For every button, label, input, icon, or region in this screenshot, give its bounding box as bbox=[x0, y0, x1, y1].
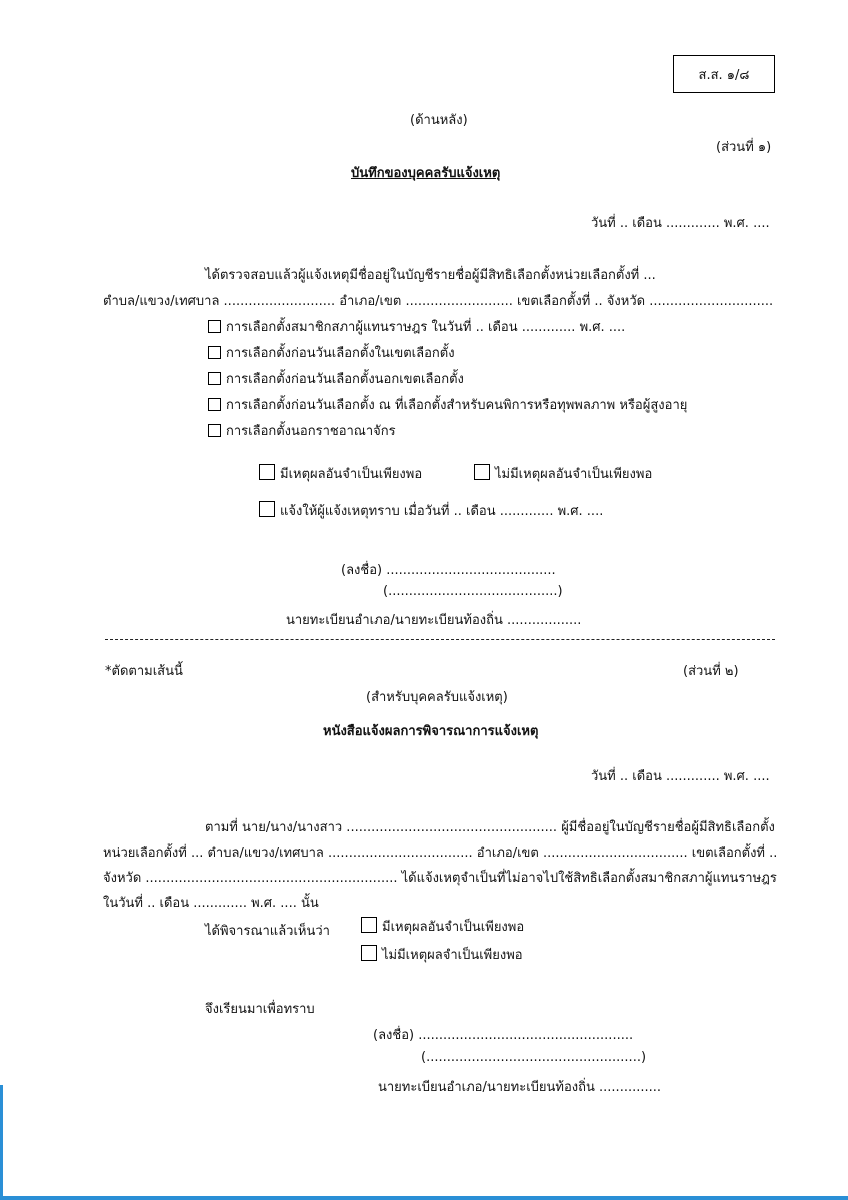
part1-signer-position: นายทะเบียนอำเภอ/นายทะเบียนท้องถิ่น .................. bbox=[286, 613, 582, 628]
option-early-disabled-elderly[interactable] bbox=[208, 394, 687, 415]
option-label: การเลือกตั้งนอกราชอาณาจักร bbox=[226, 424, 396, 439]
checkbox[interactable] bbox=[208, 372, 221, 385]
part2-subtitle: (สำหรับบุคคลรับแจ้งเหตุ) bbox=[366, 690, 508, 705]
back-side-label: (ด้านหลัง) bbox=[410, 113, 468, 128]
part1-paragraph-line1: ได้ตรวจสอบแล้วผู้แจ้งเหตุมีชื่ออยู่ในบัญชีรายชื่อผู้มีสิทธิเลือกตั้งหน่วยเลือกตั้งที่ ... bbox=[205, 268, 656, 283]
part1-signer-name: (.........................................) bbox=[383, 584, 563, 599]
notify-label: แจ้งให้ผู้แจ้งเหตุทราบ เมื่อวันที่ .. เดือน ............. พ.ศ. .... bbox=[280, 504, 604, 519]
option-overseas[interactable] bbox=[208, 420, 396, 441]
part1-notify[interactable] bbox=[259, 500, 603, 521]
checkbox[interactable] bbox=[208, 424, 221, 437]
part2-signer-position: นายทะเบียนอำเภอ/นายทะเบียนท้องถิ่น ............... bbox=[378, 1080, 662, 1095]
form-code: ส.ส. ๑/๘ bbox=[698, 67, 750, 83]
part2-title: หนังสือแจ้งผลการพิจารณาการแจ้งเหตุ bbox=[323, 724, 539, 739]
checkbox[interactable] bbox=[361, 945, 377, 961]
part1-date-line: วันที่ .. เดือน ............. พ.ศ. .... bbox=[591, 216, 770, 231]
part2-signature: (ลงชื่อ) .................................................... bbox=[373, 1028, 634, 1043]
part1-paragraph-line2: ตำบล/แขวง/เทศบาล ........................... อำเภอ/เขต .......................... เขตเลือกตั้งที่ .. จังหวัด .............................. bbox=[103, 294, 774, 309]
part2-closing: จึงเรียนมาเพื่อทราบ bbox=[205, 1002, 315, 1017]
part1-reason-no[interactable] bbox=[474, 463, 652, 484]
part2-date-line: วันที่ .. เดือน ............. พ.ศ. .... bbox=[591, 769, 770, 784]
reason-label: ไม่มีเหตุผลอันจำเป็นเพียงพอ bbox=[495, 467, 653, 482]
option-label: การเลือกตั้งก่อนวันเลือกตั้งในเขตเลือกตั้ง bbox=[226, 346, 455, 361]
checkbox[interactable] bbox=[208, 398, 221, 411]
part2-paragraph-line2: หน่วยเลือกตั้งที่ ... ตำบล/แขวง/เทศบาล ................................... อำเภอ/เขต ................................... เขตเลือกตั้งที่ .. bbox=[103, 846, 778, 861]
part2-signer-name: (....................................................) bbox=[421, 1050, 647, 1065]
checkbox[interactable] bbox=[259, 501, 275, 517]
option-label: การเลือกตั้งก่อนวันเลือกตั้ง ณ ที่เลือกตั้งสำหรับคนพิการหรือทุพพลภาพ หรือผู้สูงอายุ bbox=[226, 398, 688, 413]
part1-label: (ส่วนที่ ๑) bbox=[716, 140, 772, 155]
option-general-election[interactable] bbox=[208, 316, 625, 337]
part2-label: (ส่วนที่ ๒) bbox=[683, 664, 739, 679]
checkbox[interactable] bbox=[208, 346, 221, 359]
page-edge-left bbox=[0, 1085, 3, 1200]
part1-title: บันทึกของบุคคลรับแจ้งเหตุ bbox=[351, 166, 501, 181]
part1-reason-yes[interactable] bbox=[259, 463, 422, 484]
part2-considered: ได้พิจารณาแล้วเห็นว่า bbox=[205, 924, 330, 939]
part2-reason-no[interactable] bbox=[361, 944, 523, 965]
part2-paragraph-line4: ในวันที่ .. เดือน ............. พ.ศ. .... นั้น bbox=[103, 896, 319, 911]
option-early-out-district[interactable] bbox=[208, 368, 464, 389]
option-early-in-district[interactable] bbox=[208, 342, 455, 363]
reason-label: ไม่มีเหตุผลจำเป็นเพียงพอ bbox=[382, 948, 523, 963]
reason-label: มีเหตุผลอันจำเป็นเพียงพอ bbox=[280, 467, 423, 482]
option-label: การเลือกตั้งสมาชิกสภาผู้แทนราษฎร ในวันที่ .. เดือน ............. พ.ศ. .... bbox=[226, 320, 626, 335]
cut-line bbox=[105, 639, 775, 640]
checkbox[interactable] bbox=[361, 917, 377, 933]
checkbox[interactable] bbox=[259, 464, 275, 480]
form-code-box bbox=[673, 55, 775, 93]
checkbox[interactable] bbox=[208, 320, 221, 333]
reason-label: มีเหตุผลอันจำเป็นเพียงพอ bbox=[382, 920, 525, 935]
checkbox[interactable] bbox=[474, 464, 490, 480]
part2-paragraph-line3: จังหวัด ............................................................. ได้แจ้งเหตุจำเป็นที่ไม่อาจไปใช้สิทธิเลือกตั้งสมาชิกสภาผู้แทนราษฎร bbox=[103, 871, 777, 886]
part2-reason-yes[interactable] bbox=[361, 916, 524, 937]
page-edge-bottom bbox=[0, 1196, 848, 1200]
option-label: การเลือกตั้งก่อนวันเลือกตั้งนอกเขตเลือกตั้ง bbox=[226, 372, 464, 387]
cut-note: *ตัดตามเส้นนี้ bbox=[105, 664, 183, 679]
part1-signature: (ลงชื่อ) ......................................... bbox=[341, 563, 556, 578]
part2-paragraph-line1: ตามที่ นาย/นาง/นางสาว ................................................... ผู้มีชื่ออยู่ในบัญชีรายชื่อผู้มีสิทธิเลือกตั้ง bbox=[205, 820, 775, 835]
